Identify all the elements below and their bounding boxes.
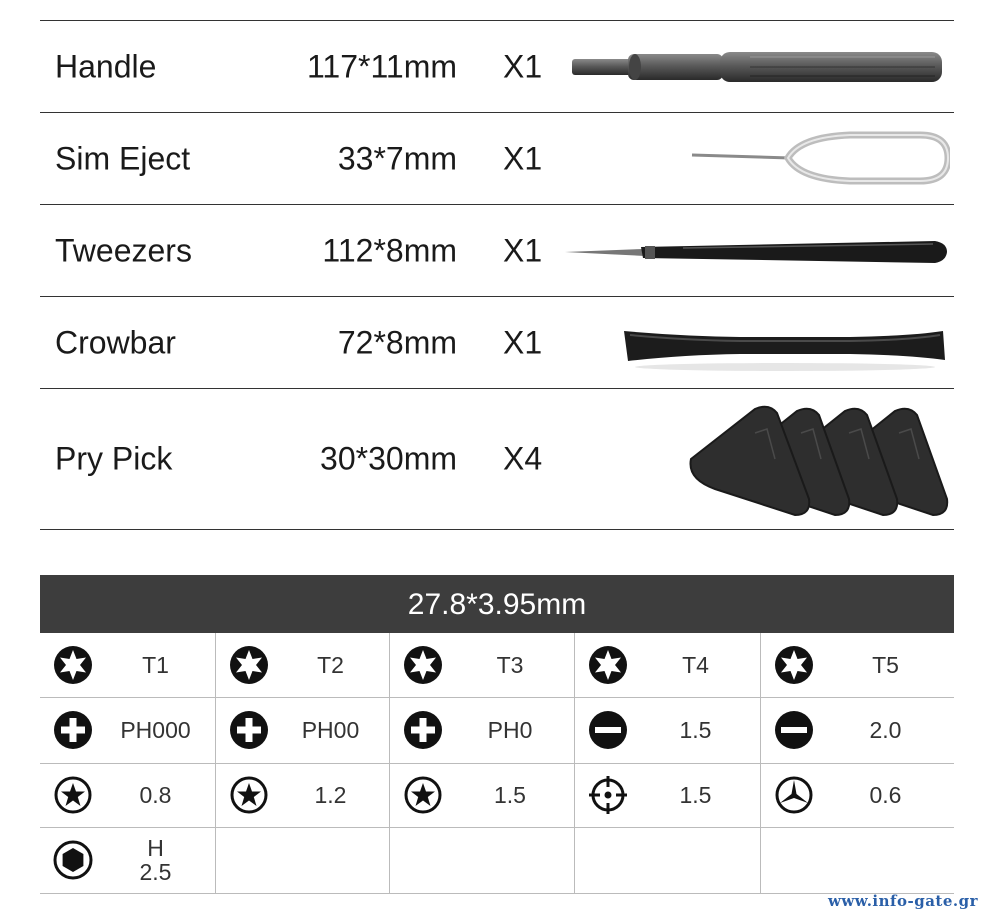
bit-cell [575, 633, 761, 697]
bit-cell [390, 697, 575, 763]
bit-label: T3 [496, 652, 524, 678]
crowbar-icon [620, 297, 950, 388]
tool-size: 112*8mm [322, 232, 457, 268]
torx-icon [774, 645, 814, 685]
tool-row-crowbar [40, 296, 954, 388]
tool-name: Pry Pick [55, 440, 173, 477]
pentalobe-icon [53, 775, 93, 815]
bit-label: 1.2 [314, 782, 347, 808]
torx-icon [403, 645, 443, 685]
bit-cell [40, 697, 216, 763]
bit-cell [40, 633, 216, 697]
phillips-icon [53, 710, 93, 750]
bits-table [40, 633, 954, 894]
hex-icon [53, 840, 93, 880]
screwdriver-handle-icon [570, 21, 950, 112]
bit-cell [761, 763, 954, 827]
bit-label: PH000 [120, 717, 191, 743]
bit-label: 1.5 [494, 782, 526, 808]
torx-icon [229, 645, 269, 685]
bit-cell-empty [390, 827, 575, 893]
pentalobe-icon [403, 775, 443, 815]
bit-cell [390, 763, 575, 827]
tri-wing-icon [774, 775, 814, 815]
tool-size: 30*30mm [320, 440, 457, 477]
bit-cell-empty [575, 827, 761, 893]
torx-icon [53, 645, 93, 685]
watermark: www.info-gate.gr [827, 892, 978, 910]
tool-qty: X4 [503, 440, 543, 477]
bit-cell-empty [761, 827, 954, 893]
tool-name: Crowbar [55, 324, 176, 360]
bits-row-phillips-slotted [40, 697, 954, 764]
phillips-icon [229, 710, 269, 750]
torx-icon [588, 645, 628, 685]
tool-name: Sim Eject [55, 140, 191, 176]
bits-row-hex [40, 827, 954, 893]
pentalobe-icon [229, 775, 269, 815]
bit-label: 1.5 [679, 717, 712, 743]
tool-row-handle [40, 20, 954, 112]
bit-cell [761, 633, 954, 697]
phillips-icon [403, 710, 443, 750]
tool-name: Tweezers [55, 232, 192, 268]
tool-row-sim-eject [40, 112, 954, 204]
bit-cell-empty [216, 827, 390, 893]
bit-label: H 2.5 [139, 835, 172, 885]
bits-size-header: 27.8*3.95mm [40, 575, 954, 633]
bit-cell [390, 633, 575, 697]
bit-label: 0.6 [869, 782, 902, 808]
bit-cell [761, 697, 954, 763]
bit-cell [40, 827, 216, 893]
tweezers-icon [563, 205, 953, 296]
bit-cell [216, 697, 390, 763]
bit-cell [575, 763, 761, 827]
bit-cell [575, 697, 761, 763]
tool-row-tweezers [40, 204, 954, 296]
pry-pick-icon [685, 389, 955, 529]
sim-eject-pin-icon [690, 113, 950, 204]
tool-size: 117*11mm [307, 48, 457, 84]
crosshair-icon [588, 775, 628, 815]
bits-row-special [40, 763, 954, 828]
bit-label: 1.5 [679, 782, 712, 808]
tool-list [40, 20, 954, 530]
bit-label: T4 [682, 652, 709, 678]
bit-label: T2 [317, 652, 344, 678]
bits-row-torx [40, 633, 954, 698]
slotted-icon [774, 710, 814, 750]
bit-label: PH0 [487, 717, 533, 743]
tool-name: Handle [55, 48, 157, 84]
tool-size: 72*8mm [337, 324, 457, 360]
bit-cell [216, 763, 390, 827]
bit-label: T1 [142, 652, 169, 678]
bit-cell [40, 763, 216, 827]
bit-label: T5 [872, 652, 899, 678]
tool-row-pry-pick [40, 388, 954, 530]
tool-qty: X1 [503, 232, 543, 268]
tool-qty: X1 [503, 324, 543, 360]
bit-label: 0.8 [139, 782, 172, 808]
slotted-icon [588, 710, 628, 750]
tool-qty: X1 [503, 48, 543, 84]
bit-label: PH00 [301, 717, 360, 743]
bit-cell [216, 633, 390, 697]
tool-qty: X1 [503, 140, 543, 176]
tool-size: 33*7mm [337, 140, 457, 176]
bit-label: 2.0 [869, 717, 902, 743]
